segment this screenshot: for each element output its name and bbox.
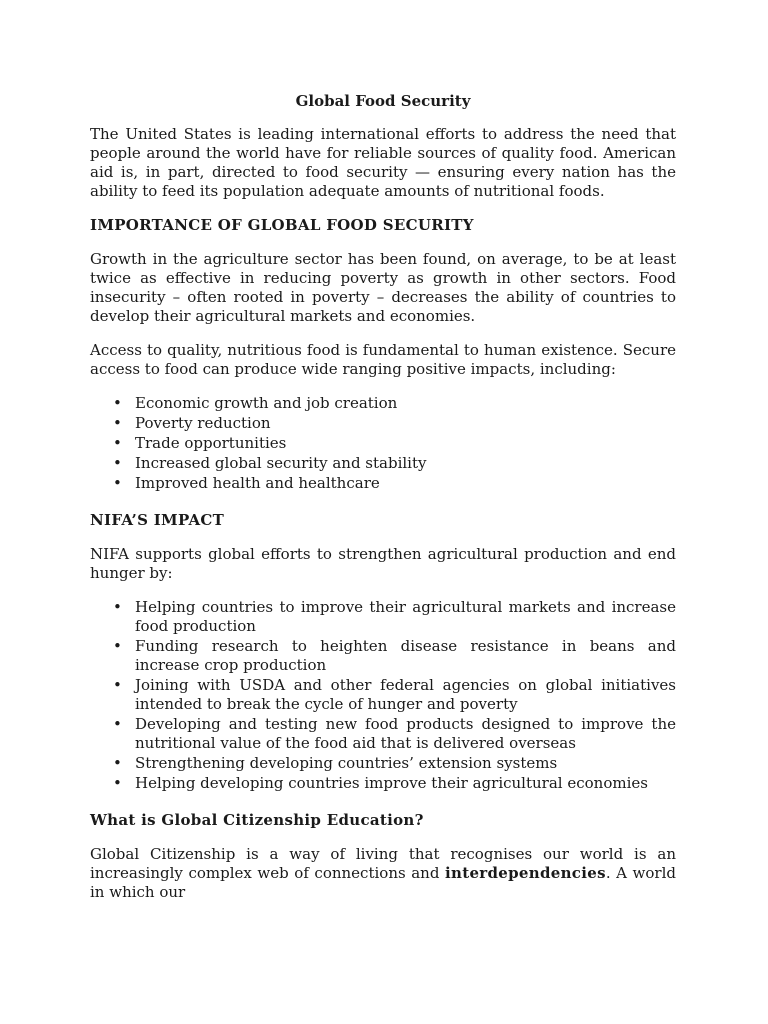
list-item: • Poverty reduction <box>113 414 271 432</box>
section-heading-importance: IMPORTANCE OF GLOBAL FOOD SECURITY <box>90 216 474 234</box>
nifa-list <box>90 598 676 793</box>
bullet-icon: • <box>113 474 122 492</box>
bullet-icon: • <box>113 434 122 452</box>
list-item: • Improved health and healthcare <box>113 474 380 492</box>
bullet-icon: • <box>113 394 122 412</box>
list-item: • Economic growth and job creation <box>113 394 398 412</box>
emphasis-word: interdependencies <box>445 864 606 882</box>
list-item: • Increased global security and stability <box>113 454 427 472</box>
importance-paragraph-1: Growth in the agriculture sector has been found, on average, to be at least twice as effective in reducing poverty as growth in other sectors. Food insecurity – often rooted in poverty – decreases the ability of countries to develop their agricultural markets and economies. <box>90 250 676 325</box>
list-item: • Funding research to heighten disease resistance in beans and increase crop production <box>113 637 676 674</box>
list-item: • Helping developing countries improve their agricultural economies <box>113 774 648 792</box>
section-heading-nifa-impact: NIFA’S IMPACT <box>90 511 225 529</box>
bullet-icon: • <box>113 637 122 655</box>
document-page <box>90 92 676 917</box>
bullet-icon: • <box>113 414 122 432</box>
list-item: • Trade opportunities <box>113 434 287 452</box>
section-heading-global-citizenship: What is Global Citizenship Education? <box>90 811 424 829</box>
global-citizenship-paragraph: Global Citizenship is a way of living that recognises our world is an increasingly complex web of connections and interdependencies. A world in which our <box>90 845 676 901</box>
document-title: Global Food Security <box>295 92 471 110</box>
bullet-icon: • <box>113 754 122 772</box>
bullet-icon: • <box>113 715 122 733</box>
intro-paragraph: The United States is leading international efforts to address the need that people around the world have for reliable sources of quality food. American aid is, in part, directed to food security — ensuring every nation has the ability to feed its population adequate amounts of nutritional foods. <box>90 125 676 200</box>
importance-paragraph-2: Access to quality, nutritious food is fundamental to human existence. Secure access to food can produce wide ranging positive impacts, including: <box>90 341 676 378</box>
bullet-icon: • <box>113 454 122 472</box>
impacts-list <box>90 394 676 493</box>
list-item: • Helping countries to improve their agricultural markets and increase food production <box>113 598 676 635</box>
bullet-icon: • <box>113 598 122 616</box>
bullet-icon: • <box>113 774 122 792</box>
list-item: • Developing and testing new food products designed to improve the nutritional value of the food aid that is delivered overseas <box>113 715 676 752</box>
bullet-icon: • <box>113 676 122 694</box>
nifa-paragraph: NIFA supports global efforts to strengthen agricultural production and end hunger by: <box>90 545 676 582</box>
list-item: • Joining with USDA and other federal agencies on global initiatives intended to break the cycle of hunger and poverty <box>113 676 676 713</box>
list-item: • Strengthening developing countries’ extension systems <box>113 754 558 772</box>
